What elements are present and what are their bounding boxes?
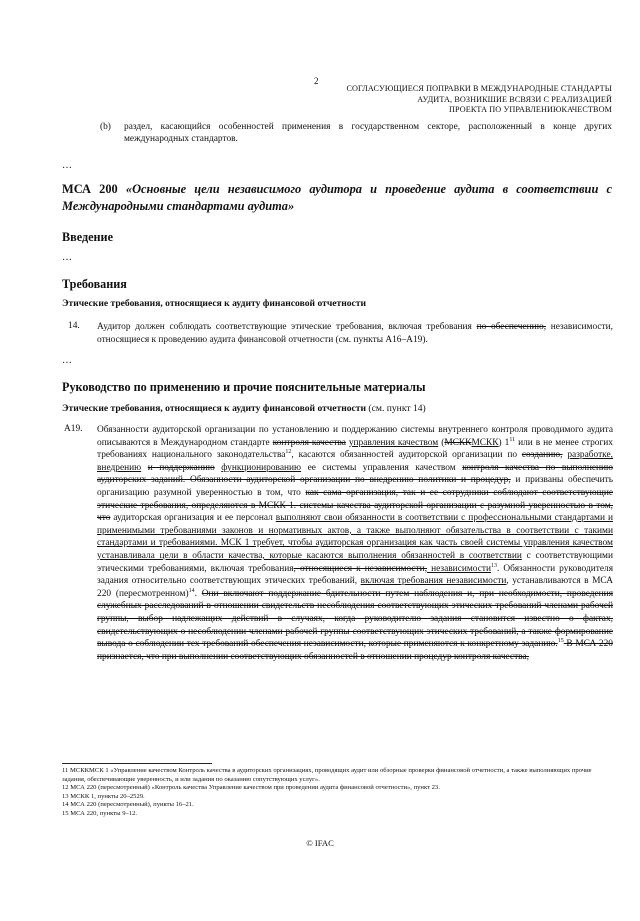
header-line-1: СОГЛАСУЮЩИЕСЯ ПОПРАВКИ В МЕЖДУНАРОДНЫЕ СТАНДАРТЫ bbox=[346, 84, 612, 93]
inserted-text: разработке, внедрению bbox=[97, 450, 613, 473]
footnote-14: 14 МСА 220 (пересмотренный), пункты 16–21. bbox=[62, 801, 194, 809]
paragraph-14 bbox=[97, 321, 613, 346]
inserted-text: МСКК bbox=[471, 437, 499, 448]
inserted-text: функционированию bbox=[221, 462, 302, 473]
paragraph-number: A19. bbox=[64, 424, 83, 434]
deleted-text: как сама организация, так и ее сотрудники соблюдают соответствующие этические требования, определяются в МСКК 1. системы качества аудиторской организации с разумной уверенностью в том, что bbox=[97, 487, 613, 524]
deleted-text: созданию, bbox=[521, 450, 563, 461]
standard-heading bbox=[62, 181, 612, 215]
subheading-ethical-requirements: Этические требования, относящиеся к аудиту финансовой отчетности bbox=[62, 298, 367, 309]
text-run: независимости, относящиеся к проведению аудита финансовой отчетности (см. пункты A16–A19). bbox=[97, 322, 613, 345]
footnote-separator bbox=[62, 763, 212, 764]
text-run: аудиторская организация и ее персонал bbox=[110, 513, 276, 524]
section-heading-requirements: Требования bbox=[62, 277, 127, 291]
subheading-guidance-ethical bbox=[62, 403, 426, 414]
paragraph-a19 bbox=[97, 424, 613, 754]
list-item-text: раздел, касающийся особенностей применения в государственном секторе, расположенный в конце других международных стандартов. bbox=[124, 122, 612, 145]
text-run: . bbox=[194, 588, 202, 599]
page-number: 2 bbox=[314, 76, 319, 86]
subheading-text: Этические требования, относящиеся к аудиту финансовой отчетности bbox=[62, 403, 367, 414]
footnote-ref: 12 bbox=[285, 449, 292, 456]
deleted-text: по обеспечению, bbox=[476, 322, 547, 332]
text-run: и призваны обеспечить организацию разумной уверенностью в том, что bbox=[97, 475, 613, 498]
text-run: . Обязанности руководителя задания относительно соответствующих этических требований, bbox=[97, 563, 613, 587]
text-run: ) 1 bbox=[498, 437, 510, 448]
subheading-reference: (см. пункт 14) bbox=[366, 403, 426, 414]
deleted-text: МСКК bbox=[444, 437, 472, 448]
text-run: , касаются обязанностей аудиторской организации по bbox=[291, 450, 522, 461]
text-run: с соответствующими этическими требованиями, включая требования bbox=[97, 550, 613, 574]
footnote-ref: 11 bbox=[509, 436, 516, 443]
inserted-text: независимости bbox=[427, 563, 492, 574]
text-run: ( bbox=[438, 437, 445, 448]
deleted-text: контроля качества по выполнению аудиторских заданий. Обязанности аудиторской организации по внедрению политики и процедур, bbox=[97, 462, 613, 486]
footnote-15: 15 МСА 220, пункты 9–12. bbox=[62, 809, 138, 817]
footnote-12: 12 МСА 220 (пересмотренный) «Контроль качества Управление качеством при проведении аудита финансовой отчетности», пункт 23. bbox=[62, 784, 440, 792]
deleted-text: Они включают поддержание бдительности путем наблюдения и, при необходимости, проведения служебных расследований в отношении свидетельств несоблюдения соответствующих этических требований членами рабочей группы, выбор надлежащих действий в случаях, когда руководителю задания становится известно о фактах, свидетельствующих о несоблюдении членами рабочей группы соответствующих этических требований, а также формирование вывода о соблюдении тех требований обеспечения независимости, которые применяются к конкретному заданию. bbox=[97, 588, 613, 650]
footnote-13: 13 МСКК 1, пункты 20–2529. bbox=[62, 792, 145, 800]
text-run: или в не менее строгих требованиях национального законодательства bbox=[97, 437, 613, 461]
list-item-label: (b) bbox=[100, 122, 111, 132]
running-header bbox=[346, 84, 612, 116]
footnote-ref: 13 bbox=[491, 562, 498, 569]
header-line-2: АУДИТА, ВОЗНИКШИЕ ВСВЯЗИ С РЕАЛИЗАЦИЕЙ bbox=[417, 94, 612, 104]
footnote-ref: 15 bbox=[557, 637, 564, 644]
header-line-3: ПРОЕКТА ПО УПРАВЛЕНИЮКАЧЕСТВОМ bbox=[448, 105, 612, 115]
standard-title: «Основные цели независимого аудитора и проведение аудита в соответствии с Международными стандартами аудита» bbox=[62, 182, 612, 213]
ellipsis: … bbox=[62, 160, 72, 171]
ellipsis: … bbox=[62, 252, 72, 263]
text-run: ее системы управления качеством bbox=[301, 462, 463, 473]
inserted-text: выполняют свои обязанности в соответствии с профессиональными стандартами и применимыми требованиями законов и нормативных актов, а также выполняют обязательства в соответствии с такими стандартами и требованиями. МСК 1 требует, чтобы аудиторская организация как часть своей системы управления качеством устанавливала цели в области качества, которые касаются выполнения обязанностей в соответствии bbox=[97, 513, 613, 561]
inserted-text: включая требования независимости bbox=[360, 576, 507, 587]
deleted-text: В МСА 220 признается, что при выполнении соответствующих обязанностей в отношении процедур контроля качества, bbox=[97, 639, 613, 662]
section-heading-introduction: Введение bbox=[62, 230, 113, 244]
paragraph-number: 14. bbox=[68, 321, 80, 331]
deleted-text: , относящиеся к независимости, bbox=[293, 563, 428, 574]
footnotes bbox=[62, 767, 614, 819]
text-run: , устанавливаются в МСА 220 (пересмотренном) bbox=[97, 576, 613, 599]
inserted-text: управления качеством bbox=[348, 437, 439, 448]
deleted-text: и поддержанию bbox=[147, 462, 215, 473]
footnote-11: 11 МСККМСК 1 «Управление качеством Контроль качества в аудиторских организациях, проводящих аудит или обзорные проверки финансовой отчетности, а также выполняющих прочие задания, обеспечивающие уверенность, и или задания по оказанию сопутствующих услуг». bbox=[62, 767, 592, 783]
footnote-ref: 14 bbox=[188, 587, 195, 594]
ellipsis: … bbox=[62, 355, 72, 366]
section-heading-guidance: Руководство по применению и прочие пояснительные материалы bbox=[62, 380, 426, 394]
deleted-text: контроля качества bbox=[272, 437, 346, 448]
standard-code: МСА 200 bbox=[62, 182, 126, 196]
text-run: Обязанности аудиторской организации по установлению и поддержанию системы внутреннего контроля проводимого аудита описываются в Международном стандарте bbox=[97, 425, 613, 448]
page-footer: © IFAC bbox=[306, 838, 334, 848]
text-run: Аудитор должен соблюдать соответствующие этические требования, включая требования bbox=[97, 322, 472, 332]
